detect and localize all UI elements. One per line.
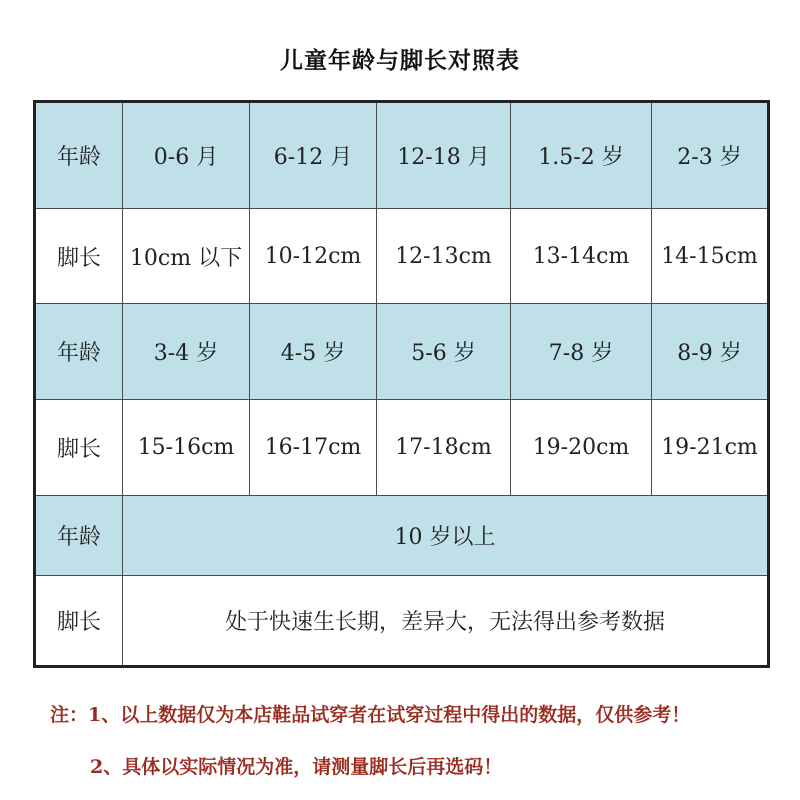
table-cell: 8-9 岁 [652,304,769,400]
table-cell: 4-5 岁 [250,304,377,400]
row-header-foot-length: 脚长 [35,576,123,667]
row-header-age: 年龄 [35,102,123,209]
table-cell: 2-3 岁 [652,102,769,209]
table-cell: 15-16cm [123,400,250,496]
table-row [35,102,769,209]
table-cell: 12-18 月 [377,102,511,209]
table-row [35,304,769,400]
table-cell: 14-15cm [652,209,769,304]
row-header-age: 年龄 [35,496,123,576]
table-row [35,496,769,576]
table-cell: 19-21cm [652,400,769,496]
row-header-age: 年龄 [35,304,123,400]
table-cell: 6-12 月 [250,102,377,209]
table-cell: 处于快速生长期，差异大，无法得出参考数据 [123,576,769,667]
table-cell: 10-12cm [250,209,377,304]
table-cell: 10cm 以下 [123,209,250,304]
size-chart-table [33,100,770,668]
table-cell: 7-8 岁 [511,304,652,400]
table-cell: 17-18cm [377,400,511,496]
measurement-note: 2、具体以实际情况为准，请测量脚长后再选码！ [90,756,503,778]
row-header-foot-length: 脚长 [35,400,123,496]
table-cell: 13-14cm [511,209,652,304]
disclaimer-note: 注：1、以上数据仅为本店鞋品试穿者在试穿过程中得出的数据，仅供参考！ [50,704,691,726]
table-cell: 1.5-2 岁 [511,102,652,209]
table-cell: 10 岁以上 [123,496,769,576]
table-cell: 19-20cm [511,400,652,496]
table-row [35,209,769,304]
table-cell: 3-4 岁 [123,304,250,400]
row-header-foot-length: 脚长 [35,209,123,304]
table-row [35,400,769,496]
table-cell: 5-6 岁 [377,304,511,400]
table-cell: 0-6 月 [123,102,250,209]
chart-title: 儿童年龄与脚长对照表 [280,47,520,74]
table-cell: 16-17cm [250,400,377,496]
table-row [35,576,769,667]
table-cell: 12-13cm [377,209,511,304]
